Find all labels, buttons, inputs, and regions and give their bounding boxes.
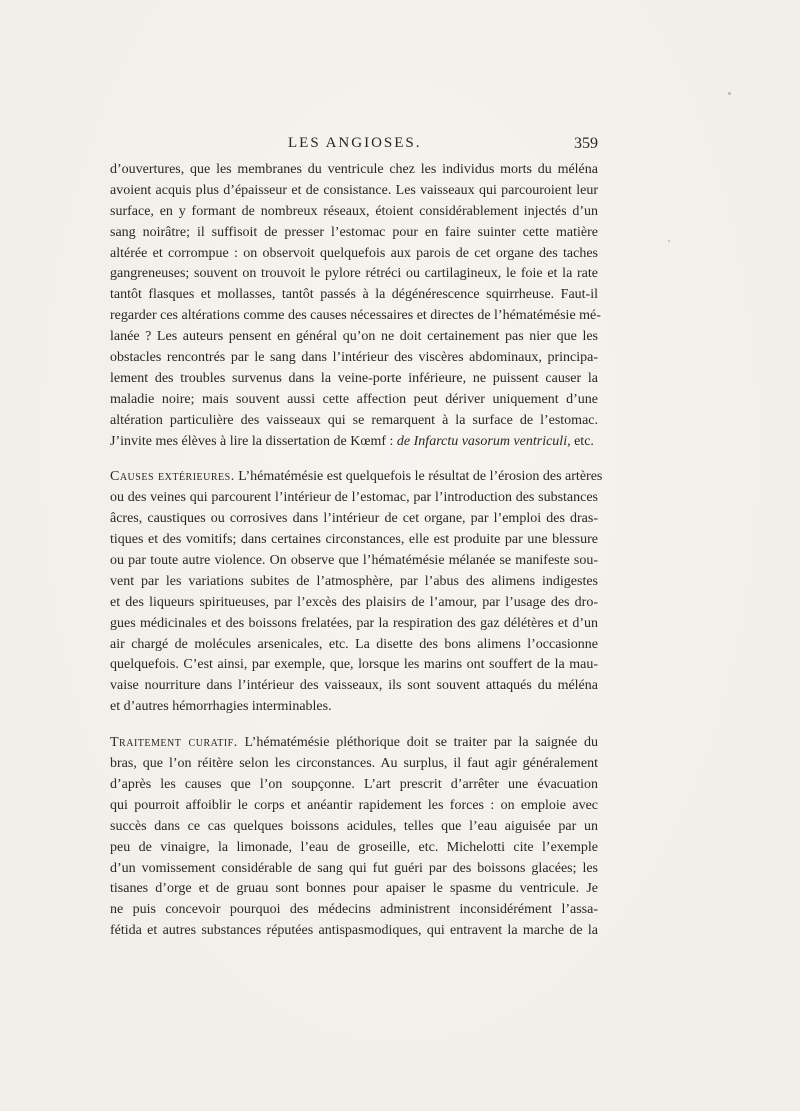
text-line: tantôt flasques et mollasses, tantôt passés à la dégénérescence squirrheuse. Faut-il [110,287,598,303]
paragraph-gap [110,718,598,733]
paragraph-causes-exterieures [110,467,603,718]
text-line: obstacles rencontrés par le sang dans l’intérieur des viscères abdominaux, principa- [110,350,598,366]
section-heading: Causes extérieures. [110,469,235,485]
text-line: vent par les variations subites de l’atmosphère, par l’abus des alimens indigestes [110,573,598,589]
body-text [110,160,603,942]
text-line: air chargé de molécules arsenicales, etc. La disette des bons alimens l’occasionne [110,636,598,652]
text-line-first [110,733,598,754]
text-line: regarder ces altérations comme des causes nécessaires et directes de l’hématémésie mé- [110,308,601,324]
paragraph-traitement-curatif [110,733,598,942]
text-line: vaise nourriture dans l’intérieur des vaisseaux, ils sont souvent attaqués du méléna [110,678,598,694]
text-line: fétida et autres substances réputées antispasmodiques, qui entravent la marche de la [110,923,598,939]
text-line: bras, que l’on réitère selon les circonstances. Au surplus, il faut agir généralement [110,756,598,772]
text-line: altérée et corrompue : on observoit quelquefois aux parois de cet organe des taches [110,245,598,261]
text-line: maladie noire; mais souvent aussi cette affection peut dériver uniquement d’une [110,391,598,407]
text-line: et des liqueurs spiritueuses, par l’excès des plaisirs de l’amour, par l’usage des dro- [110,594,598,610]
text-line: sang noirâtre; il suffisoit de presser l’estomac pour en faire suinter cette matière [110,224,598,240]
text-line: tisanes d’orge et de gruau sont bonnes pour apaiser le spasme du ventricule. Je [110,881,598,897]
text-line: altération particulière des vaisseaux qui se remarquent à la surface de l’estomac. [110,412,598,428]
text-line: âcres, caustiques ou corrosives dans l’intérieur de cet organe, par l’emploi des dras- [110,511,598,527]
paper-speck [728,92,731,95]
text-line: quelquefois. C’est ainsi, par exemple, que, lorsque les marins ont souffert de la mau- [110,657,598,673]
text-line: avoient acquis plus d’épaisseur et de consistance. Les vaisseaux qui parcouroient leur [110,182,598,198]
text-line: ou par toute autre violence. On observe que l’hématémésie mélanée se manifeste sou- [110,553,598,569]
text-line: ou des veines qui parcourent l’intérieur de l’estomac, par l’introduction des substances [110,490,598,506]
paper-speck [668,240,670,242]
text-fragment: L’hématémésie est quelquefois le résultat de l’érosion des artères [234,469,603,485]
text-fragment: L’hématémésie pléthorique doit se traiter par la saignée du [237,735,599,751]
text-line: d’un vomissement considérable de sang qui fut guéri par des boissons glacées; les [110,860,598,876]
paragraph-gap [110,452,598,467]
page-number: 359 [574,135,598,152]
latin-title: de Infarctu vasorum ventriculi, [396,433,571,449]
text-line: succès dans ce cas quelques boissons acidules, telles que l’eau aiguisée par un [110,818,598,834]
text-line: peu de vinaigre, la limonade, l’eau de groseille, etc. Michelotti cite l’exemple [110,839,598,855]
text-line: tiques et des vomitifs; dans certaines circonstances, elle est produite par une blessure [110,532,598,548]
paragraph-continuation [110,160,601,452]
text-line: gangreneuses; souvent on trouvoit le pylore rétréci ou cartilagineux, le foie et la rate [110,266,598,282]
text-line-with-citation: J’invite mes élèves à lire la dissertation de Kœmf : de Infarctu vasorum ventriculi, etc. [110,433,594,449]
text-line: qui pourroit affoiblir le corps et anéantir rapidement les forces : on emploie avec [110,797,598,813]
text-line-first [110,467,603,488]
text-line: ne puis concevoir pourquoi des médecins administrent inconsidérément l’assa- [110,902,598,918]
text-line: d’ouvertures, que les membranes du ventricule chez les individus morts du méléna [110,162,598,177]
section-heading: Traitement curatif. [110,735,238,751]
chapter-title: LES ANGIOSES. [288,135,422,151]
text-line: surface, en y formant de nombreux réseaux, étoient considérablement injectés d’un [110,203,598,219]
running-head [110,135,598,155]
text-line: lanée ? Les auteurs pensent en général qu’on ne doit certainement pas nier que les [110,329,598,345]
text-line: et d’autres hémorrhagies interminables. [110,699,332,715]
text-line: gues médicinales et des boissons frelatées, par la respiration des gaz délétères et d’un [110,615,598,631]
text-line: lement des troubles survenus dans la veine-porte inférieure, ne puissent causer la [110,370,598,386]
text-line: d’après les causes que l’on soupçonne. L’art prescrit d’arrêter une évacuation [110,776,598,792]
